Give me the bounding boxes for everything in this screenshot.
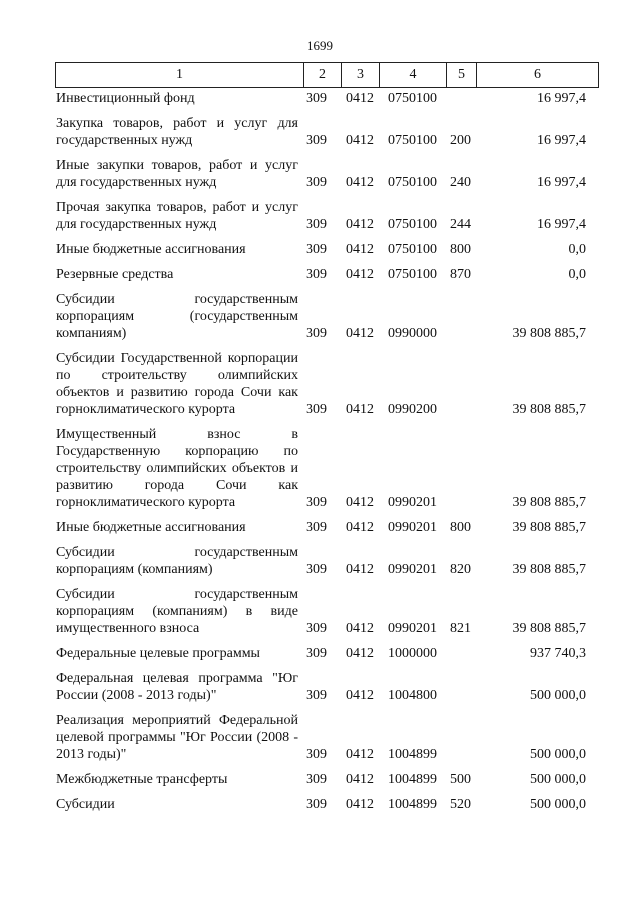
row-code-target: 0750100 [388,267,437,282]
table-row [55,586,599,637]
table-row [55,115,599,149]
row-code-ministry: 309 [306,772,327,787]
row-code-expense-type: 500 [450,772,471,787]
header-col-3: 3 [342,63,380,88]
table-row [55,771,599,788]
table-row [55,241,599,258]
header-row [56,63,599,88]
row-code-section: 0412 [346,688,374,703]
row-code-section: 0412 [346,91,374,106]
row-code-section: 0412 [346,326,374,341]
row-name: Субсидии [56,797,115,812]
row-code-ministry: 309 [306,326,327,341]
table-header [55,62,599,88]
row-code-section: 0412 [346,520,374,535]
row-amount: 16 997,4 [537,217,586,232]
row-code-section: 0412 [346,242,374,257]
row-code-ministry: 309 [306,747,327,762]
row-name: Федеральная целевая программа "Юг России (2008 - 2013 годы)" [56,671,298,703]
row-code-ministry: 309 [306,621,327,636]
row-code-section: 0412 [346,133,374,148]
row-code-ministry: 309 [306,175,327,190]
row-code-ministry: 309 [306,495,327,510]
row-code-ministry: 309 [306,797,327,812]
row-code-expense-type: 244 [450,217,471,232]
table-row [55,90,599,107]
row-code-expense-type: 820 [450,562,471,577]
row-code-target: 0750100 [388,133,437,148]
table-row [55,519,599,536]
row-name: Субсидии Государственной корпорации по строительству олимпийских объектов и развитию города Сочи как горноклиматического курорта [56,351,298,417]
row-code-section: 0412 [346,747,374,762]
header-col-2: 2 [304,63,342,88]
row-code-target: 1000000 [388,646,437,661]
row-name: Субсидии государственным корпорациям (государственным компаниям) [56,292,298,341]
row-amount: 39 808 885,7 [512,402,586,417]
row-code-target: 1004899 [388,797,437,812]
row-amount: 500 000,0 [530,747,586,762]
row-name: Иные бюджетные ассигнования [56,520,246,535]
row-code-ministry: 309 [306,520,327,535]
row-code-ministry: 309 [306,402,327,417]
row-amount: 500 000,0 [530,772,586,787]
row-code-section: 0412 [346,797,374,812]
row-code-target: 1004800 [388,688,437,703]
row-amount: 39 808 885,7 [512,326,586,341]
row-name: Федеральные целевые программы [56,646,260,661]
row-code-section: 0412 [346,772,374,787]
row-amount: 500 000,0 [530,797,586,812]
row-name: Имущественный взнос в Государственную корпорацию по строительству олимпийских объектов и развитию города Сочи как горноклиматического курорта [56,427,298,510]
header-col-5: 5 [447,63,477,88]
row-amount: 39 808 885,7 [512,520,586,535]
row-amount: 16 997,4 [537,91,586,106]
row-code-ministry: 309 [306,242,327,257]
row-code-ministry: 309 [306,562,327,577]
row-name: Межбюджетные трансферты [56,772,228,787]
table-row [55,670,599,704]
row-code-target: 0750100 [388,242,437,257]
row-name: Иные закупки товаров, работ и услуг для государственных нужд [56,158,298,190]
table-row [55,199,599,233]
row-code-expense-type: 821 [450,621,471,636]
row-code-section: 0412 [346,495,374,510]
row-code-ministry: 309 [306,688,327,703]
row-code-target: 0990201 [388,495,437,510]
row-amount: 500 000,0 [530,688,586,703]
row-amount: 39 808 885,7 [512,562,586,577]
row-code-section: 0412 [346,267,374,282]
table-row [55,350,599,418]
header-col-4: 4 [380,63,447,88]
row-code-ministry: 309 [306,91,327,106]
row-code-expense-type: 870 [450,267,471,282]
table-row [55,796,599,813]
row-code-target: 0990200 [388,402,437,417]
table-row [55,645,599,662]
row-name: Закупка товаров, работ и услуг для государственных нужд [56,116,298,148]
row-code-ministry: 309 [306,133,327,148]
row-code-ministry: 309 [306,217,327,232]
row-code-ministry: 309 [306,646,327,661]
row-code-section: 0412 [346,562,374,577]
row-code-target: 0990201 [388,562,437,577]
row-amount: 39 808 885,7 [512,495,586,510]
header-col-1: 1 [56,63,304,88]
row-code-target: 0750100 [388,217,437,232]
row-code-ministry: 309 [306,267,327,282]
row-name: Реализация мероприятий Федеральной целевой программы "Юг России (2008 - 2013 годы)" [56,713,298,762]
row-code-target: 1004899 [388,747,437,762]
row-code-section: 0412 [346,402,374,417]
row-code-section: 0412 [346,175,374,190]
row-name: Субсидии государственным корпорациям (компаниям) в виде имущественного взноса [56,587,298,636]
table-row [55,157,599,191]
row-name: Инвестиционный фонд [56,91,195,106]
row-code-target: 0990201 [388,621,437,636]
page-number: 1699 [307,38,333,53]
table-row [55,544,599,578]
row-code-expense-type: 800 [450,242,471,257]
row-code-expense-type: 520 [450,797,471,812]
row-code-target: 1004899 [388,772,437,787]
row-code-expense-type: 240 [450,175,471,190]
row-name: Прочая закупка товаров, работ и услуг для государственных нужд [56,200,298,232]
table-row [55,712,599,763]
row-code-section: 0412 [346,646,374,661]
table-body [55,90,599,821]
row-code-expense-type: 200 [450,133,471,148]
row-name: Субсидии государственным корпорациям (компаниям) [56,545,298,577]
row-code-target: 0750100 [388,91,437,106]
row-amount: 937 740,3 [530,646,586,661]
row-name: Иные бюджетные ассигнования [56,242,246,257]
row-code-target: 0750100 [388,175,437,190]
row-name: Резервные средства [56,267,174,282]
table-row [55,266,599,283]
header-col-6: 6 [477,63,599,88]
table-row [55,426,599,511]
row-amount: 0,0 [568,242,586,257]
row-code-section: 0412 [346,217,374,232]
row-code-section: 0412 [346,621,374,636]
row-code-target: 0990201 [388,520,437,535]
row-amount: 0,0 [568,267,586,282]
row-amount: 16 997,4 [537,133,586,148]
row-amount: 39 808 885,7 [512,621,586,636]
row-code-expense-type: 800 [450,520,471,535]
table-row [55,291,599,342]
row-amount: 16 997,4 [537,175,586,190]
row-code-target: 0990000 [388,326,437,341]
